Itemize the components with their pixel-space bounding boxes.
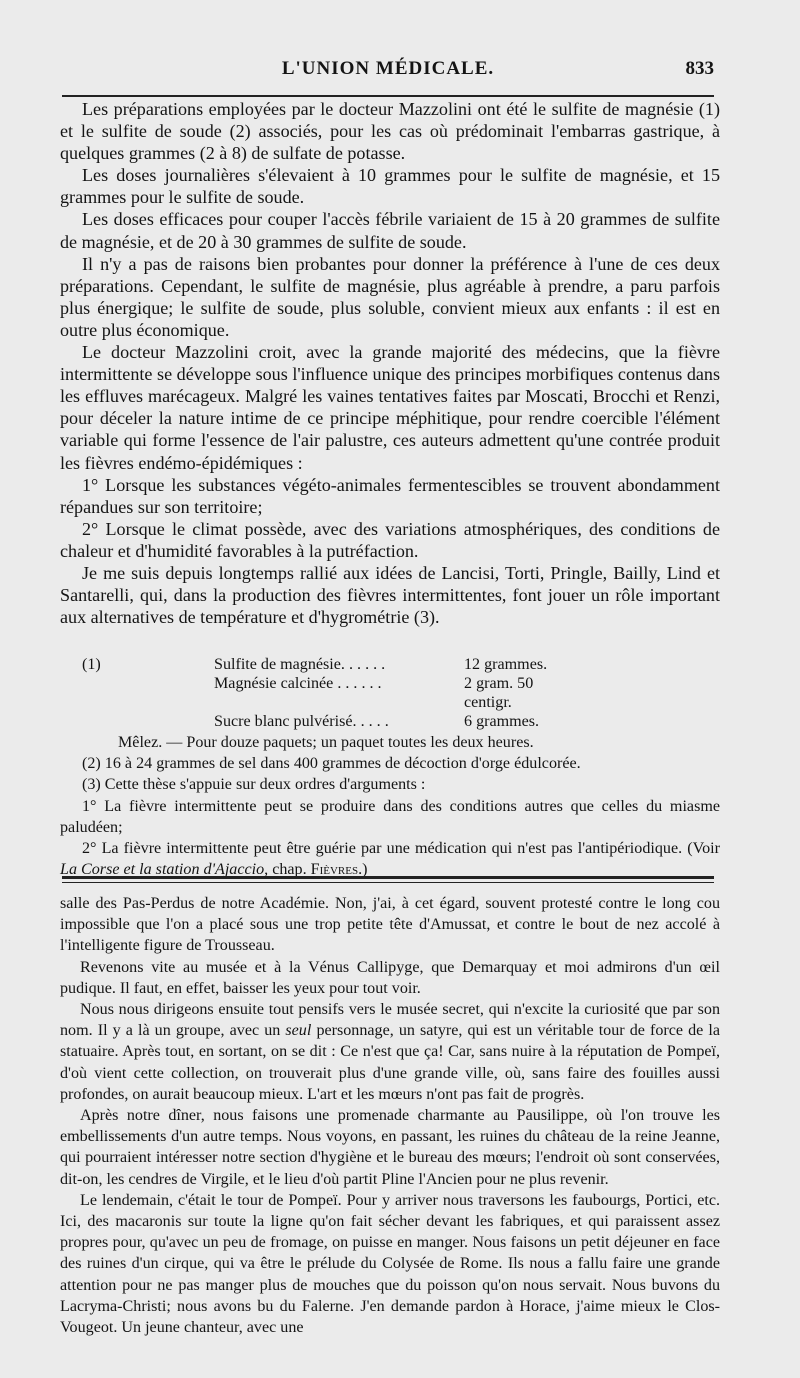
paragraph-condition-2: 2° Lorsque le climat possède, avec des variations atmosphériques, des conditions de chaleur et d'humidité favorables à la putréfaction. bbox=[60, 518, 720, 561]
feuilleton-paragraph-3 bbox=[60, 999, 720, 1105]
formula-qty: 12 grammes. bbox=[464, 656, 548, 673]
paragraph-condition-1: 1° Lorsque les substances végéto-animales fermentescibles se trouvent abondamment répandues sur son territoire; bbox=[60, 474, 720, 517]
paragraph-doses-efficaces: Les doses efficaces pour couper l'accès fébrile variaient de 15 à 20 grammes de sulfite de magnésie, et de 20 à 30 grammes de sulfite de soude. bbox=[60, 209, 720, 252]
paragraph-preference: Il n'y a pas de raisons bien probantes pour donner la préférence à l'une de ces deux préparations. Cependant, le sulfite de magnésie, plus agréable à prendre, a paru parfois plus énergique; le sulfite de soude, plus soluble, convient mieux aux enfants : il est en outre plus économique. bbox=[60, 253, 720, 340]
note-2: (2) 16 à 24 grammes de sel dans 400 grammes de décoction d'orge édulcorée. bbox=[82, 755, 581, 773]
paragraph-preparations: Les préparations employées par le docteur Mazzolini ont été le sulfite de magnésie (1) et le sulfite de soude (2) associés, pour les cas où prédominait l'embarras gastrique, à quelques grammes (2 à 8) de sulfate de potasse. bbox=[60, 99, 720, 164]
note-3b-chapter: chap. bbox=[272, 861, 307, 879]
p3-emphasis: seul bbox=[285, 1022, 312, 1040]
page-number: 833 bbox=[685, 58, 714, 79]
feuilleton-paragraph-4: Après notre dîner, nous faisons une promenade charmante au Pausilippe, où l'on trouve les embellissements d'un autre temps. Nous voyons, en passant, les ruines du château de la reine Jeanne, qui pourraient intéresser notre section d'hygiène et le bureau des mœurs; l'endroit où sont conservées, dit-on, les cendres de Virgile, et le lieu d'où partit Pline l'Ancien pour ne plus revenir. bbox=[60, 1107, 720, 1188]
paragraph-mazzolini: Le docteur Mazzolini croit, avec la grande majorité des médecins, que la fièvre intermittente se développe sous l'influence unique des principes morbifiques contenus dans les effluves marécageux. Malgré les vaines tentatives faites par Moscati, Brocchi et Renzi, pour déceler la nature intime de ce principe méphitique, pour rendre coercible l'élément variable qui forme l'essence de l'air palustre, ces auteurs admettent qu'une contrée produit les fièvres endémo-épidémiques : bbox=[60, 342, 720, 473]
formula-ref: (1) bbox=[82, 656, 101, 673]
p3-text-b: personnage, un satyre, qui est un véritable tour de force de la statuaire. Après tout, en sortant, on se dit : Ce n'est que ça! Car, sans nuire à la réputation de Pompeï, d'où vient cette collection, on trouverait plus d'une grande ville, où, sans faire des fouilles aussi profondes, on aurait beaucoup mieux. L'art et les mœurs n'ont pas fait de progrès. bbox=[60, 1022, 720, 1103]
feuilleton-paragraph-1: salle des Pas-Perdus de notre Académie. Non, j'ai, à cet égard, souvent protesté contre le long cou impossible que l'on a placé sous une trop petite tête d'Amussat, et contre le bout de nez accolé à l'intelligente figure de Trousseau. bbox=[60, 895, 720, 955]
note-3-first-argument: 1° La fièvre intermittente peut se produire dans des conditions autres que celles du miasme paludéen; bbox=[60, 797, 720, 836]
running-head bbox=[62, 58, 714, 88]
main-text bbox=[60, 98, 720, 628]
feuilleton-paragraph-2: Revenons vite au musée et à la Vénus Callipyge, que Demarquay et moi admirons d'un œil pudique. Il faut, en effet, baisser les yeux pour tout voir. bbox=[60, 958, 720, 997]
formula-item: Sulfite de magnésie. . . . . . bbox=[214, 656, 386, 673]
note-melez: Mêlez. — Pour douze paquets; un paquet toutes les deux heures. bbox=[118, 734, 534, 751]
running-title: L'UNION MÉDICALE. bbox=[281, 58, 495, 79]
formula-table bbox=[60, 655, 720, 731]
formula-item: Sucre blanc pulvérisé. . . . . bbox=[214, 713, 389, 730]
p3-text-a: Nous nous dirigeons ensuite tout pensifs vers le musée secret, qui n'excite la curiosité que par son nom. Il y a là un groupe, avec un bbox=[60, 1001, 720, 1040]
paragraph-doses-journalieres: Les doses journalières s'élevaient à 10 grammes pour le sulfite de magnésie, et 15 grammes pour le sulfite de soude. bbox=[60, 165, 720, 208]
footnotes bbox=[60, 655, 720, 880]
formula-qty: 6 grammes. bbox=[464, 713, 540, 730]
paragraph-lancisi: Je me suis depuis longtemps rallié aux idées de Lancisi, Torti, Pringle, Bailly, Lind et Santarelli, qui, dans la production des fièvres intermittentes, font jouer un rôle important aux alternatives de température et d'hygrométrie (3). bbox=[60, 562, 720, 628]
feuilleton-text bbox=[60, 893, 720, 1338]
note-3b-end: .) bbox=[358, 861, 368, 879]
note-3b-text: 2° La fièvre intermittente peut être guérie par une médication qui n'est pas l'antipériodique. (Voir bbox=[82, 840, 720, 858]
note-3: (3) Cette thèse s'appuie sur deux ordres d'arguments : bbox=[82, 776, 426, 794]
note-3b-reference: La Corse et la station d'Ajaccio, bbox=[60, 861, 269, 879]
header-rule bbox=[62, 95, 714, 97]
note-3-second-argument bbox=[60, 838, 720, 880]
note-3b-chapter-name: Fièvres bbox=[310, 861, 359, 879]
feuilleton-divider bbox=[62, 876, 714, 883]
formula-qty: 2 gram. 50 centigr. bbox=[464, 675, 534, 711]
formula-item: Magnésie calcinée . . . . . . bbox=[214, 675, 382, 692]
feuilleton-paragraph-5: Le lendemain, c'était le tour de Pompeï. Pour y arriver nous traversons les faubourgs, Portici, etc. Ici, des macaronis sur toute la ligne qu'on fait sécher devant les fabriques, et qui paraissent assez propres pour, qu'avec un peu de fromage, on puisse en manger. Nous faisons un petit déjeuner en face des ruines d'un cirque, qui va être le prélude du Colysée de Rome. Ils nous a fallu faire une grande attention pour ne pas manger plus de mouches que du poisson qu'on nous servait. Nous buvons du Lacryma-Christi; nous avons bu du Falerne. J'en demande pardon à Horace, j'aime mieux le Clos-Vougeot. Un jeune chanteur, avec une bbox=[60, 1191, 720, 1337]
